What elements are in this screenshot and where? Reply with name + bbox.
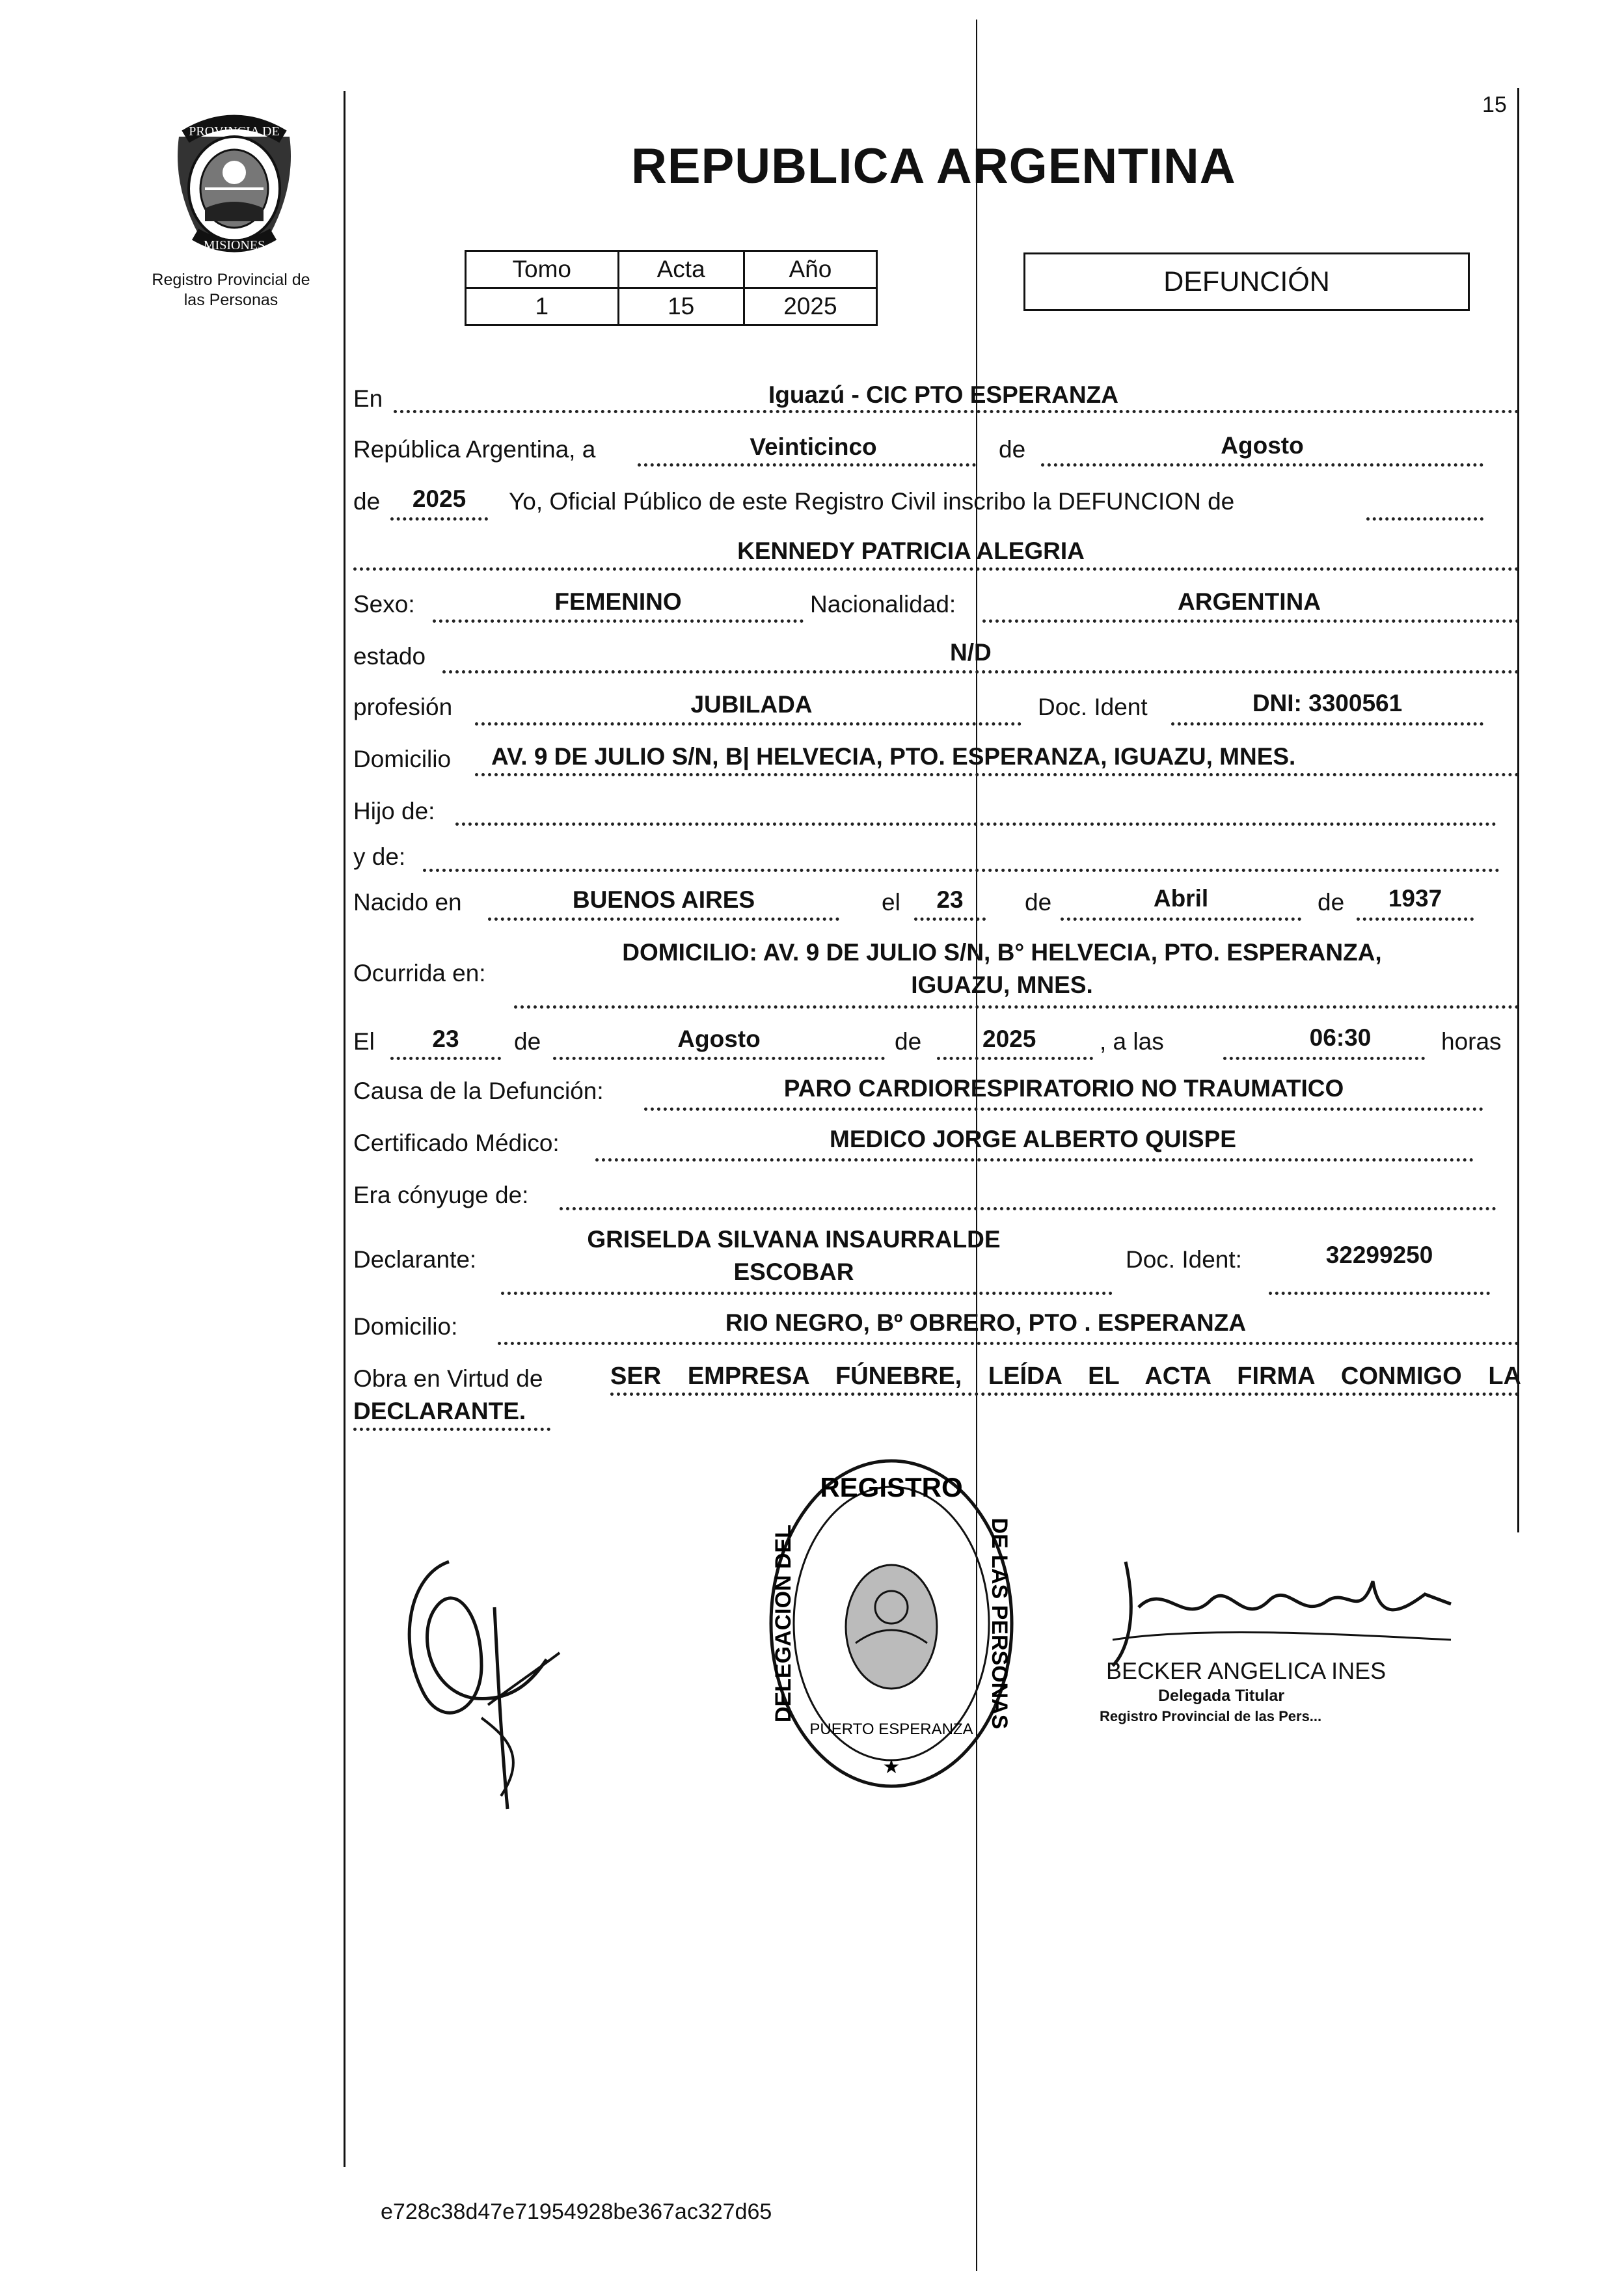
def-anio-dots: [937, 1057, 1093, 1060]
nac-mes-dots: [1061, 918, 1301, 921]
record-table: [465, 250, 878, 326]
yde-label: y de:: [353, 843, 406, 870]
def-de2-label: de: [895, 1028, 922, 1055]
certificado-value: MEDICO JORGE ALBERTO QUISPE: [830, 1126, 1236, 1152]
causa-value: PARO CARDIORESPIRATORIO NO TRAUMATICO: [783, 1075, 1344, 1102]
nac-de2-label: de: [1318, 889, 1345, 916]
nacionalidad-value: ARGENTINA: [1178, 588, 1321, 615]
officer-signature: [1100, 1542, 1464, 1672]
declarant-signature: [384, 1523, 579, 1829]
nac-mes-value: Abril: [1153, 885, 1209, 912]
obra-dots-2: [353, 1428, 550, 1431]
yde-dots: [423, 869, 1500, 872]
profesion-label: profesión: [353, 694, 453, 720]
dia-dots: [638, 463, 976, 467]
def-mes-dots: [553, 1057, 885, 1060]
def-de-label: de: [514, 1028, 541, 1055]
de-label: de: [999, 436, 1026, 463]
estado-value: N/D: [950, 639, 992, 666]
nacionalidad-label: Nacionalidad:: [810, 591, 956, 618]
seal-text-bottom: MISIONES: [203, 238, 265, 252]
header-anio: Año: [744, 251, 876, 288]
decl-doc-label: Doc. Ident:: [1126, 1246, 1242, 1273]
el2-label: El: [353, 1028, 375, 1055]
dia-value: Veinticinco: [750, 433, 877, 460]
nacido-label: Nacido en: [353, 889, 462, 916]
seal-text-top: PROVINCIA DE: [189, 124, 280, 139]
declarante-line1: GRISELDA SILVANA INSAURRALDE: [587, 1226, 1001, 1253]
certificado-label: Certificado Médico:: [353, 1130, 560, 1156]
def-mes-value: Agosto: [677, 1026, 761, 1052]
mes-value: Agosto: [1221, 432, 1304, 459]
sexo-dots: [433, 619, 804, 623]
republica-label: República Argentina, a: [353, 436, 596, 463]
domicilio-dots: [475, 773, 1519, 776]
registry-name: [130, 270, 332, 310]
nac-anio-value: 1937: [1388, 885, 1442, 912]
province-seal: [159, 111, 309, 260]
header-acta: Acta: [618, 251, 744, 288]
declarante-label: Declarante:: [353, 1246, 477, 1273]
stamp-left-text: DELEGACION DEL: [771, 1524, 796, 1723]
obra-value-line1: SER EMPRESA FÚNEBRE, LEÍDA EL ACTA FIRMA CONMIGO LA: [610, 1363, 1521, 1390]
value-anio: 2025: [744, 288, 876, 325]
en-value: Iguazú - CIC PTO ESPERANZA: [768, 381, 1118, 408]
header-tomo: Tomo: [466, 251, 619, 288]
hora-dots: [1223, 1057, 1425, 1060]
obra-dots-1: [610, 1393, 1519, 1396]
decl-doc-value: 32299250: [1325, 1242, 1433, 1268]
ocurrida-dots: [514, 1005, 1519, 1009]
yo-text: Yo, Oficial Público de este Registro Civil inscribo la DEFUNCION de: [509, 488, 1235, 515]
official-stamp: [765, 1454, 1018, 1793]
decl-domicilio-dots: [498, 1342, 1519, 1345]
ocurrida-line1: DOMICILIO: AV. 9 DE JULIO S/N, B° HELVECIA, PTO. ESPERANZA,: [622, 939, 1382, 966]
el-label: el: [882, 889, 900, 916]
anio-dots: [390, 517, 488, 521]
ocurrida-label: Ocurrida en:: [353, 960, 486, 986]
conyuge-label: Era cónyuge de:: [353, 1182, 529, 1208]
declarante-line2: ESCOBAR: [733, 1258, 854, 1285]
hijo-label: Hijo de:: [353, 798, 435, 824]
doc-label: Doc. Ident: [1038, 694, 1148, 720]
obra-value-line2: DECLARANTE.: [353, 1398, 526, 1424]
value-tomo: 1: [466, 288, 619, 325]
causa-dots: [644, 1108, 1483, 1111]
registry-line1: Registro Provincial de: [152, 271, 310, 289]
decl-doc-dots: [1269, 1292, 1490, 1295]
registry-line2: las Personas: [183, 291, 278, 309]
a-las-label: , a las: [1100, 1028, 1164, 1055]
nacionalidad-dots: [982, 619, 1519, 623]
horas-label: horas: [1441, 1028, 1502, 1055]
right-margin-line: [1517, 88, 1519, 1532]
sexo-label: Sexo:: [353, 591, 415, 618]
domicilio-value: AV. 9 DE JULIO S/N, B| HELVECIA, PTO. ESPERANZA, IGUAZU, MNES.: [491, 743, 1296, 770]
def-dia-dots: [390, 1057, 501, 1060]
profesion-value: JUBILADA: [690, 691, 813, 718]
nombre-dots: [353, 567, 1519, 571]
mes-dots: [1041, 463, 1483, 467]
hora-value: 06:30: [1309, 1024, 1372, 1051]
sexo-value: FEMENINO: [554, 588, 682, 615]
nac-anio-dots: [1357, 918, 1474, 921]
document-hash: e728c38d47e71954928be367ac327d65: [381, 2199, 772, 2224]
anio-value: 2025: [412, 485, 467, 512]
ocurrida-line2: IGUAZU, MNES.: [911, 972, 1093, 998]
certificado-dots: [595, 1158, 1474, 1162]
declarante-dots: [501, 1292, 1113, 1295]
estado-label: estado: [353, 643, 426, 670]
officer-office: Registro Provincial de las Pers...: [1100, 1708, 1322, 1724]
doc-dots: [1171, 722, 1483, 726]
value-acta: 15: [618, 288, 744, 325]
obra-label: Obra en Virtud de: [353, 1365, 543, 1392]
nacido-value: BUENOS AIRES: [572, 886, 755, 913]
page-number: 15: [1482, 92, 1507, 117]
def-anio-value: 2025: [982, 1026, 1036, 1052]
estado-dots: [442, 670, 1519, 673]
decl-domicilio-label: Domicilio:: [353, 1313, 458, 1340]
en-label: En: [353, 385, 383, 412]
de2-label: de: [353, 488, 381, 515]
hijo-dots: [455, 823, 1496, 826]
en-dots: [394, 410, 1519, 413]
nac-de-label: de: [1025, 889, 1052, 916]
doc-value: DNI: 3300561: [1252, 690, 1403, 716]
def-dia-value: 23: [432, 1026, 459, 1052]
stamp-right-text: DE LAS PERSONAS: [987, 1517, 1012, 1730]
record-table-header-row: [466, 251, 877, 288]
nac-dia-value: 23: [936, 886, 964, 913]
stamp-star-icon: ★: [882, 1756, 900, 1778]
nombre-value: KENNEDY PATRICIA ALEGRIA: [737, 537, 1085, 564]
left-margin-line: [344, 91, 345, 2167]
doc-type-box: DEFUNCIÓN: [1023, 252, 1470, 311]
record-table-value-row: [466, 288, 877, 325]
stamp-top-text: REGISTRO: [820, 1472, 963, 1503]
causa-label: Causa de la Defunción:: [353, 1078, 604, 1104]
country-title: REPUBLICA ARGENTINA: [631, 139, 1236, 194]
stamp-bottom-text: PUERTO ESPERANZA: [809, 1720, 973, 1738]
officer-title: Delegada Titular: [1158, 1687, 1285, 1705]
conyuge-dots: [560, 1207, 1496, 1210]
nacido-dots: [488, 918, 839, 921]
domicilio-label: Domicilio: [353, 746, 452, 772]
nac-dia-dots: [914, 918, 986, 921]
yo-dots: [1366, 517, 1483, 521]
profesion-dots: [475, 722, 1022, 726]
decl-domicilio-value: RIO NEGRO, Bº OBRERO, PTO . ESPERANZA: [725, 1309, 1247, 1336]
officer-name: BECKER ANGELICA INES: [1106, 1657, 1387, 1684]
